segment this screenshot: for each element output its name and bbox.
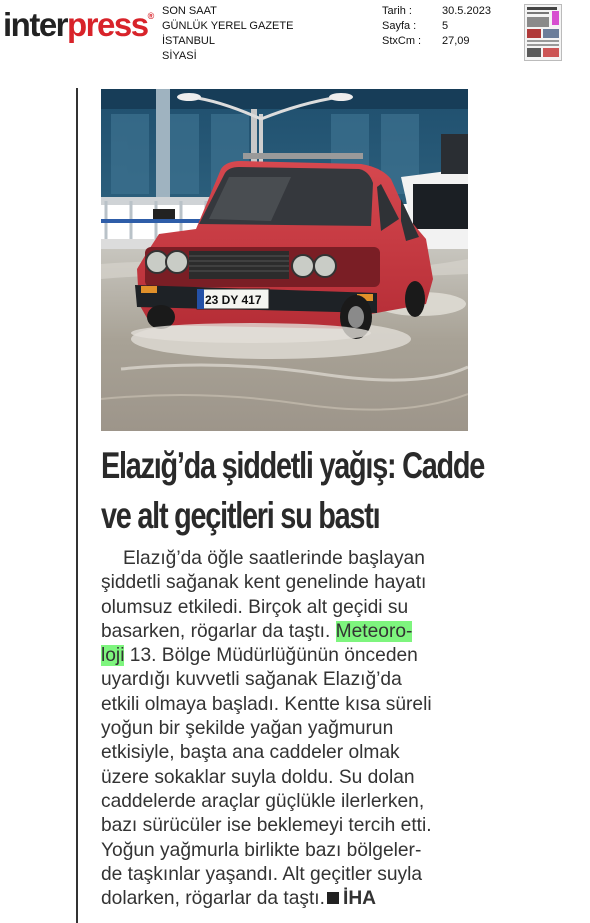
- body-text: 13. Bölge Müdürlüğünün önceden: [124, 645, 418, 667]
- publication-info: [162, 4, 293, 64]
- body-line: üzere sokaklar suyla doldu. Su dolan: [101, 766, 415, 788]
- news-source: İHA: [342, 888, 377, 910]
- body-line: olumsuz etkiledi. Birçok alt geçidi su: [101, 596, 409, 618]
- headline-line-1: Elazığ’da şiddetli yağış: Cadde: [101, 445, 485, 486]
- body-text: basarken, rögarlar da taştı.: [101, 620, 336, 642]
- body-line: [101, 620, 471, 644]
- body-line: caddelerde araçlar güçlükle ilerlerken,: [101, 790, 425, 812]
- registered-mark: ®: [147, 11, 155, 21]
- logo-part-inter: inter: [3, 6, 68, 43]
- body-line: şiddetli sağanak kent genelinde hayatı: [101, 572, 427, 594]
- headline-line-2: ve alt geçitleri su bastı: [101, 495, 380, 536]
- page-value: 5: [442, 20, 449, 32]
- body-line: yoğun bir şekilde yağan yağmurun: [101, 718, 394, 740]
- column-rule: [76, 88, 78, 923]
- interpress-logo: [3, 8, 154, 41]
- body-line: etkili olmaya başladı. Kentte kısa süreli: [101, 693, 432, 715]
- stxcm-value: 27,09: [442, 35, 470, 47]
- publication-name: SON SAAT: [162, 5, 217, 17]
- stxcm-label: StxCm :: [382, 35, 422, 47]
- publication-category: SİYASİ: [162, 50, 197, 62]
- highlighted-term: loji: [101, 645, 125, 667]
- car-in-flooded-street-photo: [101, 89, 468, 431]
- date-label: Tarih :: [382, 5, 412, 17]
- highlighted-term: Meteoro-: [335, 620, 413, 642]
- meta-labels: [382, 4, 421, 49]
- license-plate: 23 DY 417: [205, 293, 262, 307]
- body-line: uyardığı kuvvetli sağanak Elazığ’da: [101, 669, 402, 691]
- body-text: dolarken, rögarlar da taştı.: [101, 888, 325, 910]
- publication-type: GÜNLÜK YEREL GAZETE: [162, 20, 294, 32]
- body-line: [101, 644, 471, 668]
- body-line: etkisiyle, başta ana caddeler olmak: [101, 742, 400, 764]
- publication-city: İSTANBUL: [162, 35, 215, 47]
- page-label: Sayfa :: [382, 20, 417, 32]
- body-line-last: [101, 887, 471, 911]
- body-line: Elazığ’da öğle saatlerinde başlayan: [123, 548, 425, 569]
- article-body: [101, 547, 471, 911]
- body-line: Yoğun yağmurla birlikte bazı bölgeler-: [101, 839, 422, 861]
- body-line: bazı sürücüler ise beklemeyi tercih etti.: [101, 815, 432, 837]
- logo-part-press: press: [67, 6, 148, 43]
- end-square-icon: [327, 892, 339, 904]
- article-headline: [101, 441, 485, 541]
- date-value: 30.5.2023: [442, 5, 491, 17]
- page-thumbnail[interactable]: [524, 4, 562, 61]
- meta-values: [442, 4, 491, 49]
- body-line: de taşkınlar yaşandı. Alt geçitler suyla: [101, 863, 423, 885]
